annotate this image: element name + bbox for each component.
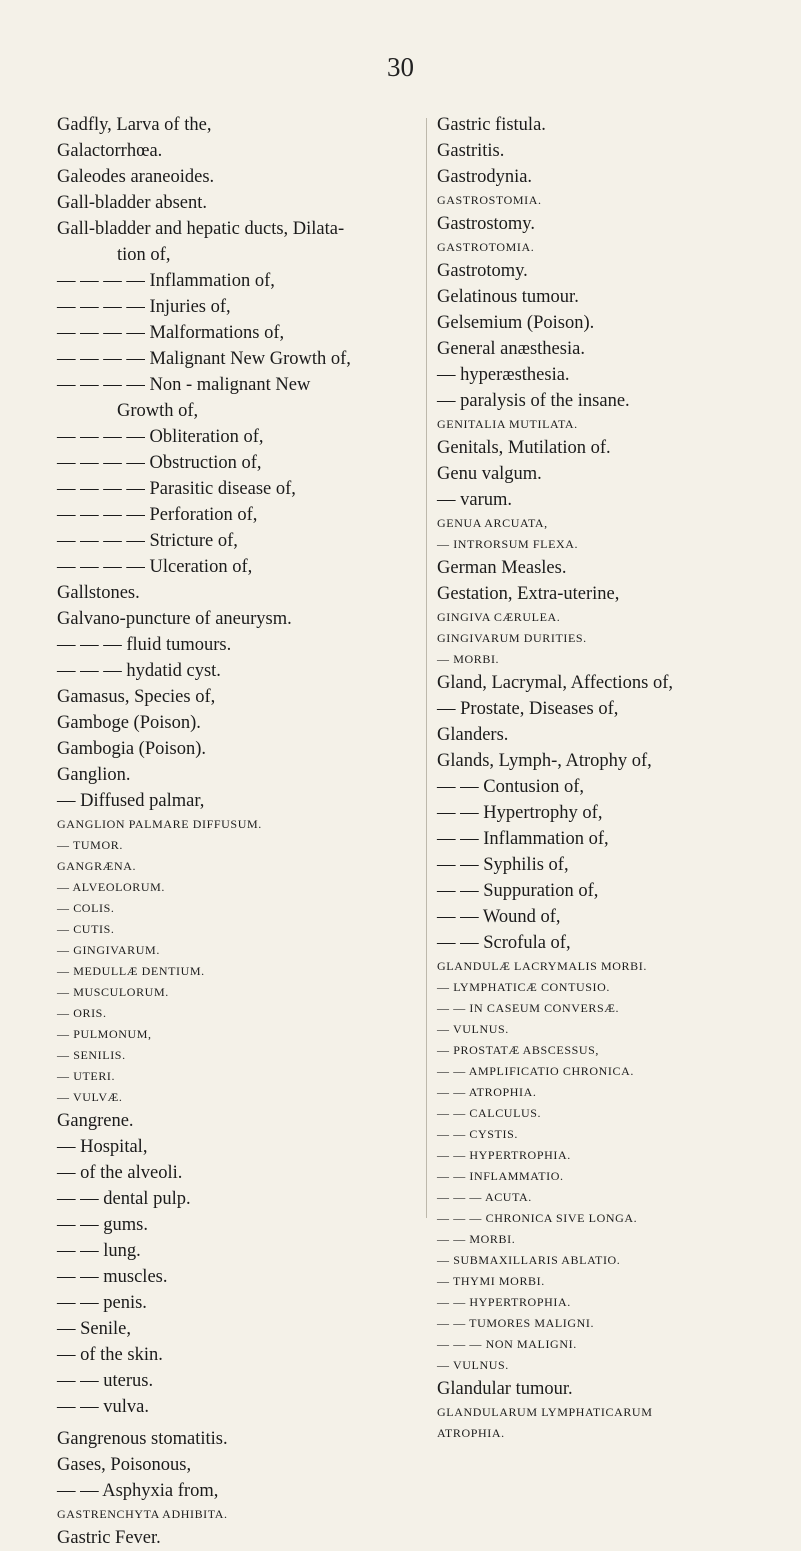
index-entry: — SENILIS.	[57, 1048, 126, 1062]
index-entry: — — — — Obliteration of,	[57, 427, 264, 447]
index-entry: — Diffused palmar,	[57, 791, 205, 811]
index-entry: — — penis.	[57, 1293, 147, 1313]
index-entry: — — vulva.	[57, 1397, 149, 1417]
index-entry: Gangrene.	[57, 1111, 134, 1131]
index-entry: GINGIVARUM DURITIES.	[437, 631, 587, 645]
index-entry: GANGRÆNA.	[57, 859, 137, 873]
index-entry: — — HYPERTROPHIA.	[437, 1148, 571, 1162]
index-entry: — — CYSTIS.	[437, 1127, 518, 1141]
index-entry: Glandular tumour.	[437, 1379, 573, 1399]
index-entry: — — uterus.	[57, 1371, 154, 1391]
index-entry: German Measles.	[437, 558, 567, 578]
index-entry: General anæsthesia.	[437, 339, 585, 359]
index-entry: — — Wound of,	[437, 907, 561, 927]
index-entry: — — IN CASEUM CONVERSÆ.	[437, 1001, 620, 1015]
index-entry: Gases, Poisonous,	[57, 1455, 192, 1475]
page-number: 30	[387, 52, 414, 82]
index-entry: — — Asphyxia from,	[57, 1481, 219, 1501]
index-entry: Galactorrhœa.	[57, 141, 163, 161]
index-entry: Gelsemium (Poison).	[437, 313, 595, 333]
index-entry: Gelatinous tumour.	[437, 287, 579, 307]
index-entry: — TUMOR.	[57, 838, 123, 852]
index-entry: — — — — Inflammation of,	[57, 271, 275, 291]
index-entry: — — CALCULUS.	[437, 1106, 542, 1120]
index-entry: — — — — Non - malignant New	[57, 375, 311, 395]
index-entry: — — dental pulp.	[57, 1189, 191, 1209]
index-entry: Galeodes araneoides.	[57, 167, 215, 187]
index-entry: — — Suppuration of,	[437, 881, 599, 901]
index-entry: GANGLION PALMARE DIFFUSUM.	[57, 817, 262, 831]
index-entry: — VULNUS.	[437, 1358, 509, 1372]
index-entry: Gangrenous stomatitis.	[57, 1429, 228, 1449]
index-entry: GASTRENCHYTA ADHIBITA.	[57, 1507, 228, 1521]
column-divider	[426, 118, 427, 1218]
index-entry: — UTERI.	[57, 1069, 116, 1083]
left-column	[57, 112, 425, 1551]
index-entry: — — AMPLIFICATIO CHRONICA.	[437, 1064, 634, 1078]
index-entry: Glands, Lymph-, Atrophy of,	[437, 751, 652, 771]
index-entry: — — Hypertrophy of,	[437, 803, 603, 823]
index-entry: GASTROSTOMIA.	[437, 193, 542, 207]
index-entry: — — — — Malignant New Growth of,	[57, 349, 351, 369]
index-entry: Gastrostomy.	[437, 214, 535, 234]
index-entry: — — TUMORES MALIGNI.	[437, 1316, 595, 1330]
index-entry: — — Inflammation of,	[437, 829, 609, 849]
index-entry: — INTRORSUM FLEXA.	[437, 537, 579, 551]
index-entry: — — — — Perforation of,	[57, 505, 258, 525]
index-entry: GENUA ARCUATA,	[437, 516, 548, 530]
index-entry: Growth of,	[117, 401, 199, 421]
index-entry: — paralysis of the insane.	[437, 391, 630, 411]
index-entry: — — — — Ulceration of,	[57, 557, 253, 577]
index-entry: — LYMPHATICÆ CONTUSIO.	[437, 980, 611, 994]
index-entry: — THYMI MORBI.	[437, 1274, 545, 1288]
index-entry: Gestation, Extra-uterine,	[437, 584, 620, 604]
index-entry: — VULNUS.	[437, 1022, 509, 1036]
index-entry: Ganglion.	[57, 765, 131, 785]
right-column	[437, 112, 777, 1444]
index-entry: — GINGIVARUM.	[57, 943, 160, 957]
index-entry: — of the skin.	[57, 1345, 163, 1365]
index-entry: — CUTIS.	[57, 922, 115, 936]
index-entry: — — — — Stricture of,	[57, 531, 238, 551]
index-entry: Gastric Fever.	[57, 1528, 161, 1548]
index-entry: — — — — Injuries of,	[57, 297, 231, 317]
index-entry: — PROSTATÆ ABSCESSUS,	[437, 1043, 600, 1057]
index-entry: — ALVEOLORUM.	[57, 880, 166, 894]
index-entry: — — muscles.	[57, 1267, 168, 1287]
index-entry: tion of,	[117, 245, 171, 265]
index-entry: — — — NON MALIGNI.	[437, 1337, 577, 1351]
index-entry: — — Syphilis of,	[437, 855, 569, 875]
index-entry: — — — — Obstruction of,	[57, 453, 262, 473]
index-entry: Gadfly, Larva of the,	[57, 115, 212, 135]
index-entry: — MUSCULORUM.	[57, 985, 169, 999]
index-entry: Gallstones.	[57, 583, 140, 603]
index-entry: Gambogia (Poison).	[57, 739, 207, 759]
index-entry: Gastrodynia.	[437, 167, 533, 187]
index-entry: GINGIVA CÆRULEA.	[437, 610, 561, 624]
index-entry: — — INFLAMMATIO.	[437, 1169, 564, 1183]
index-entry: — PULMONUM,	[57, 1027, 152, 1041]
index-entry: — varum.	[437, 490, 513, 510]
index-entry: GASTROTOMIA.	[437, 240, 535, 254]
index-entry: — — lung.	[57, 1241, 141, 1261]
index-entry: — — HYPERTROPHIA.	[437, 1295, 571, 1309]
index-entry: GLANDULÆ LACRYMALIS MORBI.	[437, 959, 647, 973]
index-entry: — VULVÆ.	[57, 1090, 123, 1104]
index-entry: — — — ACUTA.	[437, 1190, 532, 1204]
index-entry: — — MORBI.	[437, 1232, 516, 1246]
index-entry: — Prostate, Diseases of,	[437, 699, 619, 719]
index-entry: Genu valgum.	[437, 464, 542, 484]
index-entry: — — Scrofula of,	[437, 933, 571, 953]
index-entry: — — — — Parasitic disease of,	[57, 479, 296, 499]
index-entry: — — Contusion of,	[437, 777, 584, 797]
index-entry: GENITALIA MUTILATA.	[437, 417, 578, 431]
index-entry: Gall-bladder and hepatic ducts, Dilata-	[57, 219, 345, 239]
index-entry: Gall-bladder absent.	[57, 193, 207, 213]
index-entry: GLANDULARUM LYMPHATICARUM	[437, 1405, 653, 1419]
index-entry: Galvano-puncture of aneurysm.	[57, 609, 292, 629]
index-entry: — Hospital,	[57, 1137, 148, 1157]
index-entry: — Senile,	[57, 1319, 131, 1339]
index-entry: Gastric fistula.	[437, 115, 546, 135]
index-entry: — MEDULLÆ DENTIUM.	[57, 964, 205, 978]
index-entry: Genitals, Mutilation of.	[437, 438, 611, 458]
index-entry: Gamasus, Species of,	[57, 687, 216, 707]
index-entry: Gastrotomy.	[437, 261, 528, 281]
index-entry: — COLIS.	[57, 901, 115, 915]
index-entry: — — — — Malformations of,	[57, 323, 285, 343]
index-entry: — ORIS.	[57, 1006, 107, 1020]
index-entry: — — gums.	[57, 1215, 148, 1235]
index-entry: Gamboge (Poison).	[57, 713, 201, 733]
index-entry: ATROPHIA.	[437, 1426, 505, 1440]
index-entry: — — — hydatid cyst.	[57, 661, 221, 681]
index-entry: Gastritis.	[437, 141, 505, 161]
index-entry: — — — fluid tumours.	[57, 635, 232, 655]
index-entry: Glanders.	[437, 725, 509, 745]
index-entry: — hyperæsthesia.	[437, 365, 570, 385]
index-entry: — of the alveoli.	[57, 1163, 183, 1183]
index-entry: — — — CHRONICA SIVE LONGA.	[437, 1211, 638, 1225]
index-entry: Gland, Lacrymal, Affections of,	[437, 673, 673, 693]
index-entry: — — ATROPHIA.	[437, 1085, 537, 1099]
index-entry: — SUBMAXILLARIS ABLATIO.	[437, 1253, 621, 1267]
index-entry: — MORBI.	[437, 652, 500, 666]
